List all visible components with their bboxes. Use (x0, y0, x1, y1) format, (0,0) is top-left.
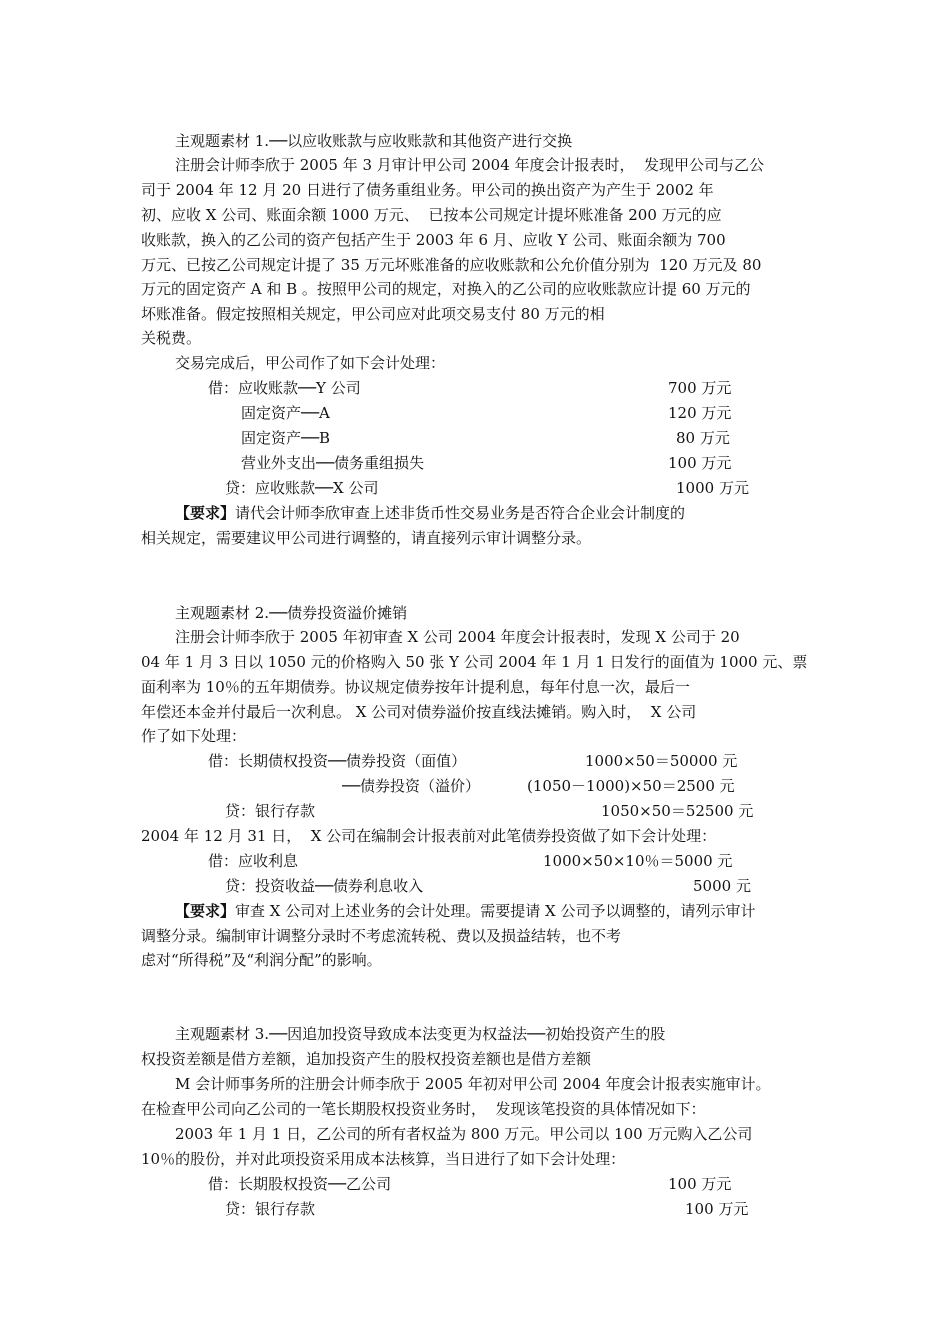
section-2-paragraph: 2004 年 12 月 31 日， X 公司在编制会计报表前对此笔债券投资做了如下会计处理： (141, 827, 717, 845)
journal-entry-account: 固定资产──A (241, 404, 330, 422)
section-1-paragraph-line: 万元的固定资产 A 和 B 。按照甲公司的规定，对换入的乙公司的应收账款应计提 60 万元的 (141, 280, 751, 298)
journal-entry-account: 贷：投资收益──债券利息收入 (225, 877, 424, 895)
journal-entry-account: 贷：银行存款 (225, 1200, 316, 1218)
journal-entry-amount: 100 万元 (685, 1200, 749, 1218)
requirement-tag: 【要求】 (175, 504, 236, 522)
journal-entry-amount: 700 万元 (668, 379, 732, 397)
section-1-paragraph-line: 初、应收 X 公司、账面余额 1000 万元、 已按本公司规定计提坏账准备 200 万元的应 (141, 206, 722, 224)
journal-entry-amount: 120 万元 (668, 404, 732, 422)
section-3-paragraph-line: M 会计师事务所的注册会计师李欣于 2005 年初对甲公司 2004 年度会计报表实施审计。 (175, 1075, 771, 1093)
journal-entry-amount: 1000×50×10％＝5000 元 (543, 852, 733, 870)
journal-entry-amount: 1000 万元 (676, 479, 749, 497)
journal-entry-amount: 100 万元 (668, 1175, 732, 1193)
section-2-paragraph-line: 04 年 1 月 3 日以 1050 元的价格购入 50 张 Y 公司 2004 年 1 月 1 日发行的面值为 1000 元、票 (141, 653, 808, 671)
journal-entry-amount: 1050×50＝52500 元 (601, 802, 754, 820)
section-2-paragraph-line: 作了如下处理： (141, 727, 247, 745)
journal-entry-amount: 5000 元 (693, 877, 751, 895)
requirement-text: 请代会计师李欣审查上述非货币性交易业务是否符合企业会计制度的 (235, 504, 686, 522)
journal-entry-account: 营业外支出──债务重组损失 (241, 454, 425, 472)
journal-entry-amount: 80 万元 (676, 429, 730, 447)
section-1-paragraph-line: 坏账准备。假定按照相关规定，甲公司应对此项交易支付 80 万元的相 (141, 305, 605, 323)
section-2-paragraph-line: 面利率为 10％的五年期债券。协议规定债券按年计提利息，每年付息一次，最后一 (141, 678, 690, 696)
section-1-paragraph-line: 司于 2004 年 12 月 20 日进行了债务重组业务。甲公司的换出资产为产生于 2002 年 (141, 181, 714, 199)
section-2-requirement (175, 901, 755, 921)
section-2-paragraph-line: 年偿还本金并付最后一次利息。 X 公司对债券溢价按直线法摊销。购入时， X 公司 (141, 703, 697, 721)
journal-entry-account: 固定资产──B (241, 429, 331, 447)
journal-entry-account: 贷：银行存款 (225, 802, 316, 820)
section-2-requirement-line: 调整分录。编制审计调整分录时不考虑流转税、费以及损益结转，也不考 (141, 927, 622, 945)
journal-entry-account: 贷：应收账款──X 公司 (225, 479, 379, 497)
section-1-paragraph-line: 注册会计师李欣于 2005 年 3 月审计甲公司 2004 年度会计报表时， 发现甲公司与乙公 (175, 156, 765, 174)
section-3-title-line: 权投资差额是借方差额，追加投资产生的股权投资差额也是借方差额 (141, 1050, 592, 1068)
journal-entry-amount: 100 万元 (668, 454, 732, 472)
journal-entry-amount: (1050－1000)×50＝2500 元 (527, 777, 735, 795)
requirement-text: 审查 X 公司对上述业务的会计处理。需要提请 X 公司予以调整的，请列示审计 (235, 902, 756, 920)
section-2-title: 主观题素材 2.──债券投资溢价摊销 (175, 604, 408, 622)
section-3-title: 主观题素材 3.──因追加投资导致成本法变更为权益法──初始投资产生的股 (175, 1025, 666, 1043)
section-1-requirement (175, 503, 685, 523)
section-1-title: 主观题素材 1.──以应收账款与应收账款和其他资产进行交换 (175, 132, 573, 150)
section-3-paragraph-line: 10％的股份，并对此项投资采用成本法核算，当日进行了如下会计处理： (141, 1150, 626, 1168)
section-1-requirement-line: 相关规定，需要建议甲公司进行调整的，请直接列示审计调整分录。 (141, 529, 592, 547)
section-1-paragraph-line: 关税费。 (141, 329, 202, 347)
section-1-paragraph-line: 万元、已按乙公司规定计提了 35 万元坏账准备的应收账款和公允价值分别为 120 万元及 80 (141, 256, 762, 274)
journal-entry-account: 借：长期债权投资──债券投资（面值） (208, 752, 467, 770)
section-1-paragraph-line: 收账款，换入的乙公司的资产包括产生于 2003 年 6 月、应收 Y 公司、账面余额为 700 (141, 231, 726, 249)
section-1-paragraph: 交易完成后，甲公司作了如下会计处理： (175, 354, 446, 372)
section-2-requirement-line: 虑对“所得税”及“利润分配”的影响。 (141, 951, 382, 969)
section-2-paragraph-line: 注册会计师李欣于 2005 年初审查 X 公司 2004 年度会计报表时，发现 X 公司于 20 (175, 628, 740, 646)
journal-entry-account: ──债券投资（溢价） (342, 777, 481, 795)
section-3-paragraph-line: 2003 年 1 月 1 日，乙公司的所有者权益为 800 万元。甲公司以 100 万元购入乙公司 (175, 1125, 753, 1143)
section-3-paragraph-line: 在检查甲公司向乙公司的一笔长期股权投资业务时， 发现该笔投资的具体情况如下： (141, 1100, 706, 1118)
journal-entry-amount: 1000×50＝50000 元 (585, 752, 738, 770)
journal-entry-account: 借：应收利息 (208, 852, 299, 870)
requirement-tag: 【要求】 (175, 902, 236, 920)
journal-entry-account: 借：长期股权投资──乙公司 (208, 1175, 392, 1193)
journal-entry-account: 借：应收账款──Y 公司 (208, 379, 361, 397)
